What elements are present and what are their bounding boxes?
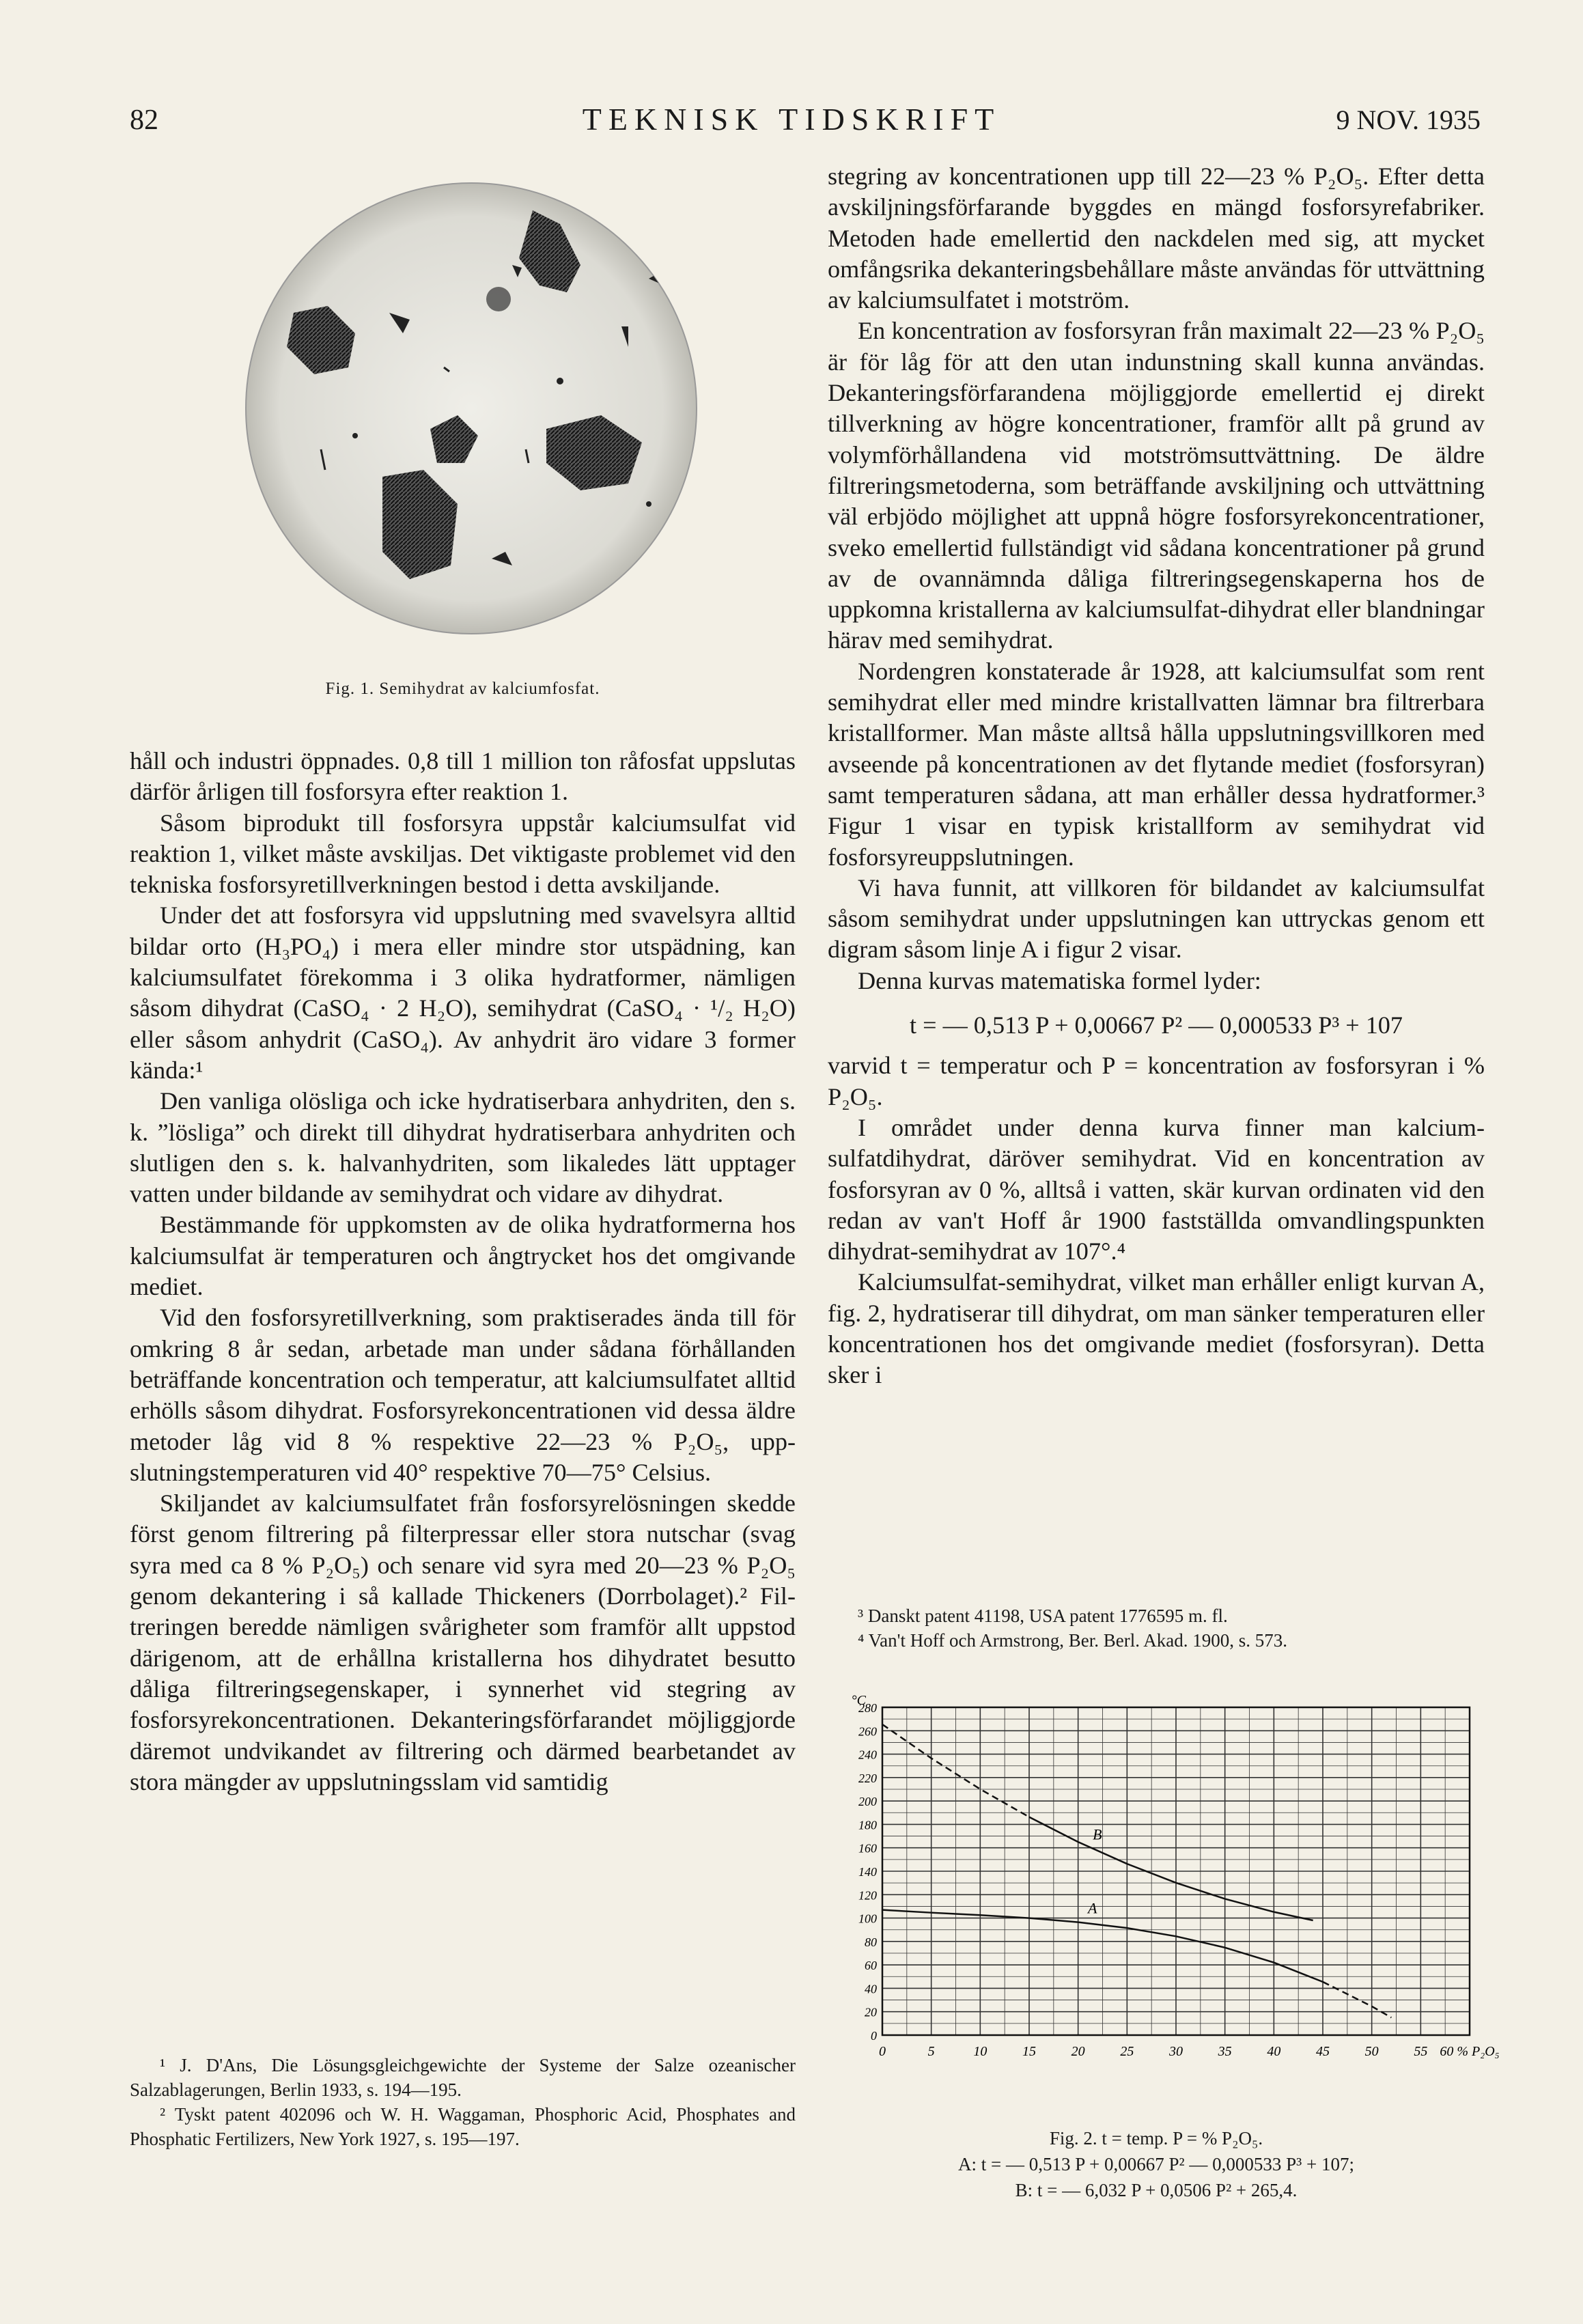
figure2-caption xyxy=(828,2125,1485,2203)
x-tick-label: 40 xyxy=(1267,2044,1281,2059)
footnote: ¹ J. D'Ans, Die Lösungsgleichgewichte der Systeme der Salze ozeanischer Salzablagerungen, Berlin 1933, s. 194—195. xyxy=(130,2055,796,2100)
y-tick-label: 260 xyxy=(858,1724,877,1739)
series-B-label: B xyxy=(1093,1825,1102,1843)
figure2-caption-line: A: t = — 0,513 P + 0,00667 P² — 0,000533 P³ + 107; xyxy=(958,2154,1354,2174)
x-tick-label: 35 xyxy=(1218,2044,1232,2059)
footnotes-left xyxy=(130,2053,796,2151)
paragraph: Under det att fosforsyra vid uppslutning med svavelsyra alltid bildar orto (H₃PO₄) i mera eller mindre stor utspädning, kan kalciumsulfatet förekomma i 3 olika hydratformer, nämligen såsom dihydrat (CaSO₄ · 2 H₂O), semihydrat (CaSO₄ · ¹/₂ H₂O) eller såsom anhydrit (CaSO₄). Av anhydrit äro vidare 3 former kända:¹ xyxy=(130,901,796,1084)
paragraph: Såsom biprodukt till fosforsyra uppstår kalciumsulfat vid reaktion 1, vilket måste avskiljas. Det viktigaste problemet vid den tekniska fosforsyretillverkningen bestod i detta avskiljande. xyxy=(130,809,796,899)
x-tick-label: 0 xyxy=(879,2044,886,2059)
y-tick-label: 80 xyxy=(865,1935,877,1949)
x-tick-label: 30 xyxy=(1169,2044,1183,2059)
x-tick-label: 50 xyxy=(1364,2044,1379,2059)
page-number: 82 xyxy=(130,104,158,136)
y-axis-unit: °C xyxy=(851,1693,866,1708)
series-A-label: A xyxy=(1088,1899,1097,1917)
issue-date: 9 NOV. 1935 xyxy=(1336,104,1481,135)
paragraph: Denna kurvas matematiska formel lyder: xyxy=(858,966,1261,994)
paragraph: Vid den fosforsyretillverkning, som praktiserades ända till för omkring 8 år sedan, arbetade man under sådana förhållanden beträffande koncentration och temperatur, att kalciumsulfatet alltid erhölls såsom dihydrat. Fosforsyrekoncentrationen vid dessa äldre metoder låg vid 8 % respektive 22—23 % P₂O₅, uppslutningstemperaturen vid 40° respektive 70—75° Celsius. xyxy=(130,1304,796,1486)
paragraph: En koncentration av fosforsyran från maximalt 22—23 % P₂O₅ är för låg för att den utan indunstning skall kunna användas. Dekanteringsförfarandena möjliggjorde emellertid ej direkt tillverkning av högre koncentrationer, framför allt på grund av volymförhållandena vid motströmsuttvättning. De äldre filtreringsmetoderna, som beträffande avskiljning och uttvättning väl erbjödo möjlighet att uppnå högre fosforsyrekoncentrationer, sveko emellertid fullständigt vid sådana koncentrationer på grund av de ovannämnda dåliga filtreringsegenskaperna hos de uppkomna kristallerna av kalciumsulfat-dihydrat eller blandningar härav med semihydrat. xyxy=(828,317,1485,654)
y-tick-label: 200 xyxy=(858,1795,877,1809)
paragraph: stegring av koncentrationen upp till 22—23 % P₂O₅. Efter detta avskiljningsförfarande byggdes en mängd fosforsyrefabriker. Metoden hade emellertid den nackdelen med sig, att mycket omfångsrika dekanteringsbehållare måste användas för uttvättning av kalciumsulfatet i motström. xyxy=(828,163,1485,314)
y-tick-label: 100 xyxy=(858,1912,877,1926)
micrograph-figure xyxy=(239,176,703,641)
y-tick-label: 140 xyxy=(858,1865,877,1879)
y-tick-label: 240 xyxy=(858,1748,877,1762)
series-B-line xyxy=(1029,1817,1313,1920)
paragraph: Vi hava funnit, att villkoren för bildandet av kalciumsulfat såsom semihydrat under uppslutningen kan uttryckas genom ett digram såsom linje A i figur 2 visar. xyxy=(828,873,1485,964)
y-tick-label: 20 xyxy=(865,2005,877,2019)
x-tick-label: 15 xyxy=(1022,2044,1036,2059)
figure2-caption-line: Fig. 2. t = temp. P = % P₂O₅. xyxy=(1049,2128,1263,2148)
x-tick-label: 20 xyxy=(1071,2044,1085,2059)
paragraph: Bestämmande för uppkomsten av de olika hydratformerna hos kalciumsulfat är temperaturen och ångtrycket hos det omgivande mediet. xyxy=(130,1211,796,1301)
figure1-caption: Fig. 1. Semihydrat av kalciumfosfat. xyxy=(325,680,600,698)
right-column xyxy=(828,161,1485,1391)
y-tick-label: 0 xyxy=(871,2029,877,2043)
y-tick-label: 40 xyxy=(865,1982,877,1996)
y-tick-label: 120 xyxy=(858,1888,877,1903)
x-tick-label: 5 xyxy=(927,2044,935,2059)
left-column xyxy=(130,746,796,1797)
paragraph: Kalciumsulfat-semihydrat, vilket man erhåller enligt kurvan A, fig. 2, hydratiserar till dihydrat, om man sänker temperaturen eller koncentrationen hos det omgivande mediet (fosforsyran). Detta sker i xyxy=(828,1268,1485,1389)
paragraph: Nordengren konstaterade år 1928, att kalciumsulfat som rent semihydrat eller med mindre kristallvatten lämnar bra filtrerbara kristallformer. Man måste alltså hålla uppslutningsvillkoren med avseende på koncentrationen av det flytande mediet (fosforsyran) samt temperaturen sådana, att man erhåller dessa hydratformer.³ Figur 1 visar en typisk kristallform av semihydrat vid fosforsyreuppslutningen. xyxy=(828,657,1485,871)
footnotes-right xyxy=(828,1604,1504,1653)
footnote: ⁴ Van't Hoff och Armstrong, Ber. Berl. Akad. 1900, s. 573. xyxy=(858,1630,1287,1651)
footnote: ² Tyskt patent 402096 och W. H. Waggaman, Phosphoric Acid, Phosphates and Phosphatic Fertilizers, New York 1927, s. 195—197. xyxy=(130,2104,796,2149)
paragraph: I området under denna kurva finner man kalciumsulfatdihydrat, däröver semihydrat. Vid en koncentration av fosforsyran av 0 %, alltså i vatten, skär kurvan ordinaten vid den redan av van't Hoff år 1900 fastställda omvandlingspunkten dihydrat-semihydrat av 107°.⁴ xyxy=(828,1113,1485,1265)
x-tick-label: 60 % P₂O₅ xyxy=(1440,2044,1500,2059)
paragraph: varvid t = temperatur och P = koncentration av fosforsyran i % P₂O₅. xyxy=(828,1052,1485,1110)
y-tick-label: 60 xyxy=(865,1959,877,1973)
footnote: ³ Danskt patent 41198, USA patent 1776595 m. fl. xyxy=(858,1606,1228,1626)
y-tick-label: 280 xyxy=(858,1701,877,1715)
x-tick-label: 25 xyxy=(1120,2044,1134,2059)
phase-diagram-chart xyxy=(828,1687,1538,2124)
y-tick-label: 220 xyxy=(858,1771,877,1785)
x-tick-label: 55 xyxy=(1414,2044,1428,2059)
paragraph: håll och industri öppnades. 0,8 till 1 million ton råfosfat uppslutas därför årligen till fosforsyra efter reaktion 1. xyxy=(130,747,796,806)
figure2-caption-line: B: t = — 6,032 P + 0,0506 P² + 265,4. xyxy=(1015,2180,1298,2200)
y-tick-label: 180 xyxy=(858,1818,877,1832)
x-tick-label: 45 xyxy=(1316,2044,1330,2059)
equation: t = — 0,513 P + 0,00667 P² — 0,000533 P³ + 107 xyxy=(910,1011,1403,1039)
journal-title: TEKNISK TIDSKRIFT xyxy=(582,102,1001,137)
x-tick-label: 10 xyxy=(973,2044,987,2059)
y-tick-label: 160 xyxy=(858,1841,877,1856)
paragraph: Skiljandet av kalciumsulfatet från fosforsyrelösningen skedde först genom filtrering på filterpressar eller stora nutschar (svag syra med ca 8 % P₂O₅) och senare vid syra med 20—23 % P₂O₅ genom dekantering i så kallade Thickeners (Dorrbolaget).² Filtreringen beredde nämligen svårigheter som framför allt uppstod därigenom, att de erhållna kristallerna hos dihydratet besutto dåliga filtreringsegenskaper, i synnerhet vid stegring av fosforsyrekoncentrationen. Dekanteringsförfarandet möjliggjorde däremot undvikandet av filtrering och därmed bearbetandet av stora mängder av uppslutningsslam vid samtidig xyxy=(130,1489,796,1795)
paragraph: Den vanliga olösliga och icke hydratiserbara anhydriten, den s. k. ”lösliga” och direkt till dihydrat hydratiserbara anhydriten och slutligen den s. k. halvanhydriten, som likaledes lätt upptager vatten under bildande av semihydrat och vidare av dihydrat. xyxy=(130,1087,796,1208)
